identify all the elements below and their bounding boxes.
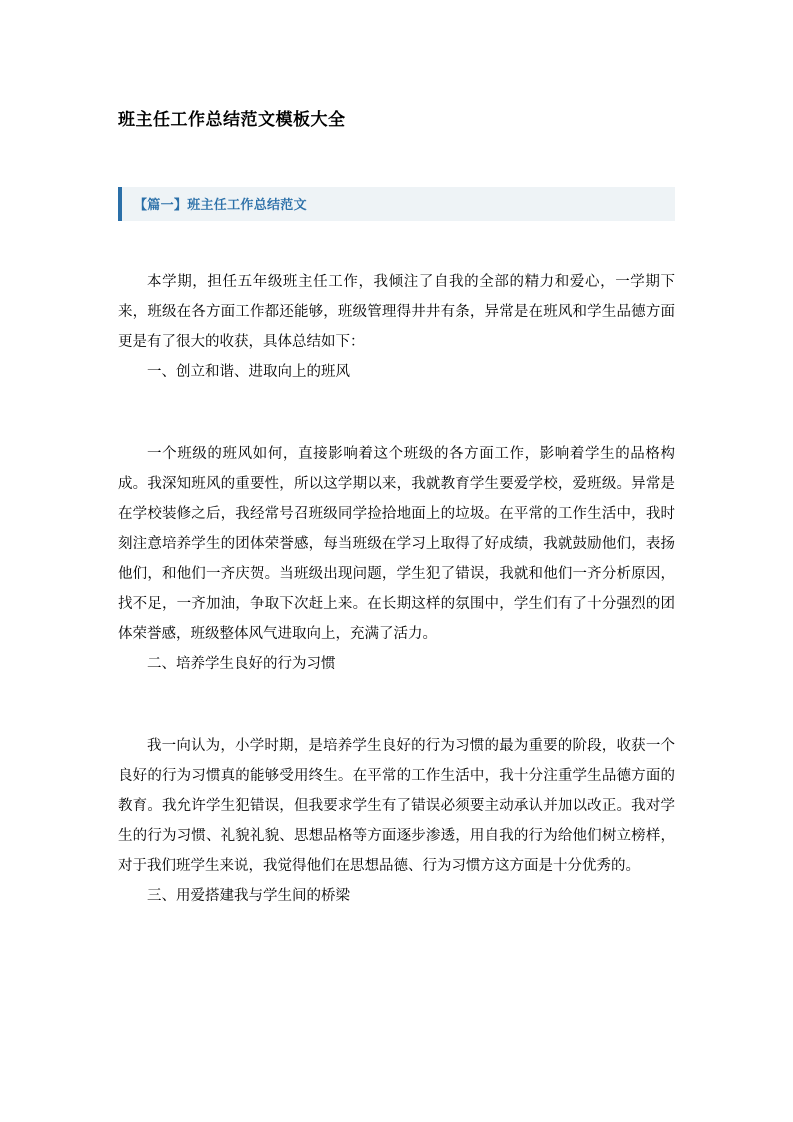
paragraph-intro: 本学期，担任五年级班主任工作，我倾注了自我的全部的精力和爱心，一学期下来，班级在各方面工作都还能够，班级管理得井井有条，异常是在班风和学生品德方面更是有了很大的收获，具体总结如下： [118,273,675,350]
section-heading-one: 一、创立和谐、进取向上的班风 [147,363,350,380]
paragraph-two-body: 我一向认为，小学时期，是培养学生良好的行为习惯的最为重要的阶段，收获一个良好的行为习惯真的能够受用终生。在平常的工作生活中，我十分注重学生品德方面的教育。我允许学生犯错误，但我要求学生有了错误必须要主动承认并加以改正。我对学生的行为习惯、礼貌礼貌、思想品格等方面逐步渗透，用自我的行为给他们树立榜样，对于我们班学生来说，我觉得他们在思想品德、行为习惯方这方面是十分优秀的。 [118,737,675,874]
paragraph-one-body: 一个班级的班风如何，直接影响着这个班级的各方面工作，影响着学生的品格构成。我深知班风的重要性，所以这学期以来，我就教育学生要爱学校，爱班级。异常是在学校装修之后，我经常号召班级同学捡拾地面上的垃圾。在平常的工作生活中，我时刻注意培养学生的团体荣誉感，每当班级在学习上取得了好成绩，我就鼓励他们，表扬他们，和他们一齐庆贺。当班级出现问题，学生犯了错误，我就和他们一齐分析原因，找不足，一齐加油，争取下次赶上来。在长期这样的氛围中，学生们有了十分强烈的团体荣誉感，班级整体风气进取向上，充满了活力。 [118,445,675,642]
page-title: 班主任工作总结范文模板大全 [118,110,346,129]
section-banner-label: 【篇一】班主任工作总结范文 [134,197,307,213]
document-content [118,0,675,911]
section-heading-two: 二、培养学生良好的行为习惯 [147,655,336,672]
section-banner [118,187,675,221]
section-heading-three: 三、用爱搭建我与学生间的桥梁 [147,887,350,904]
